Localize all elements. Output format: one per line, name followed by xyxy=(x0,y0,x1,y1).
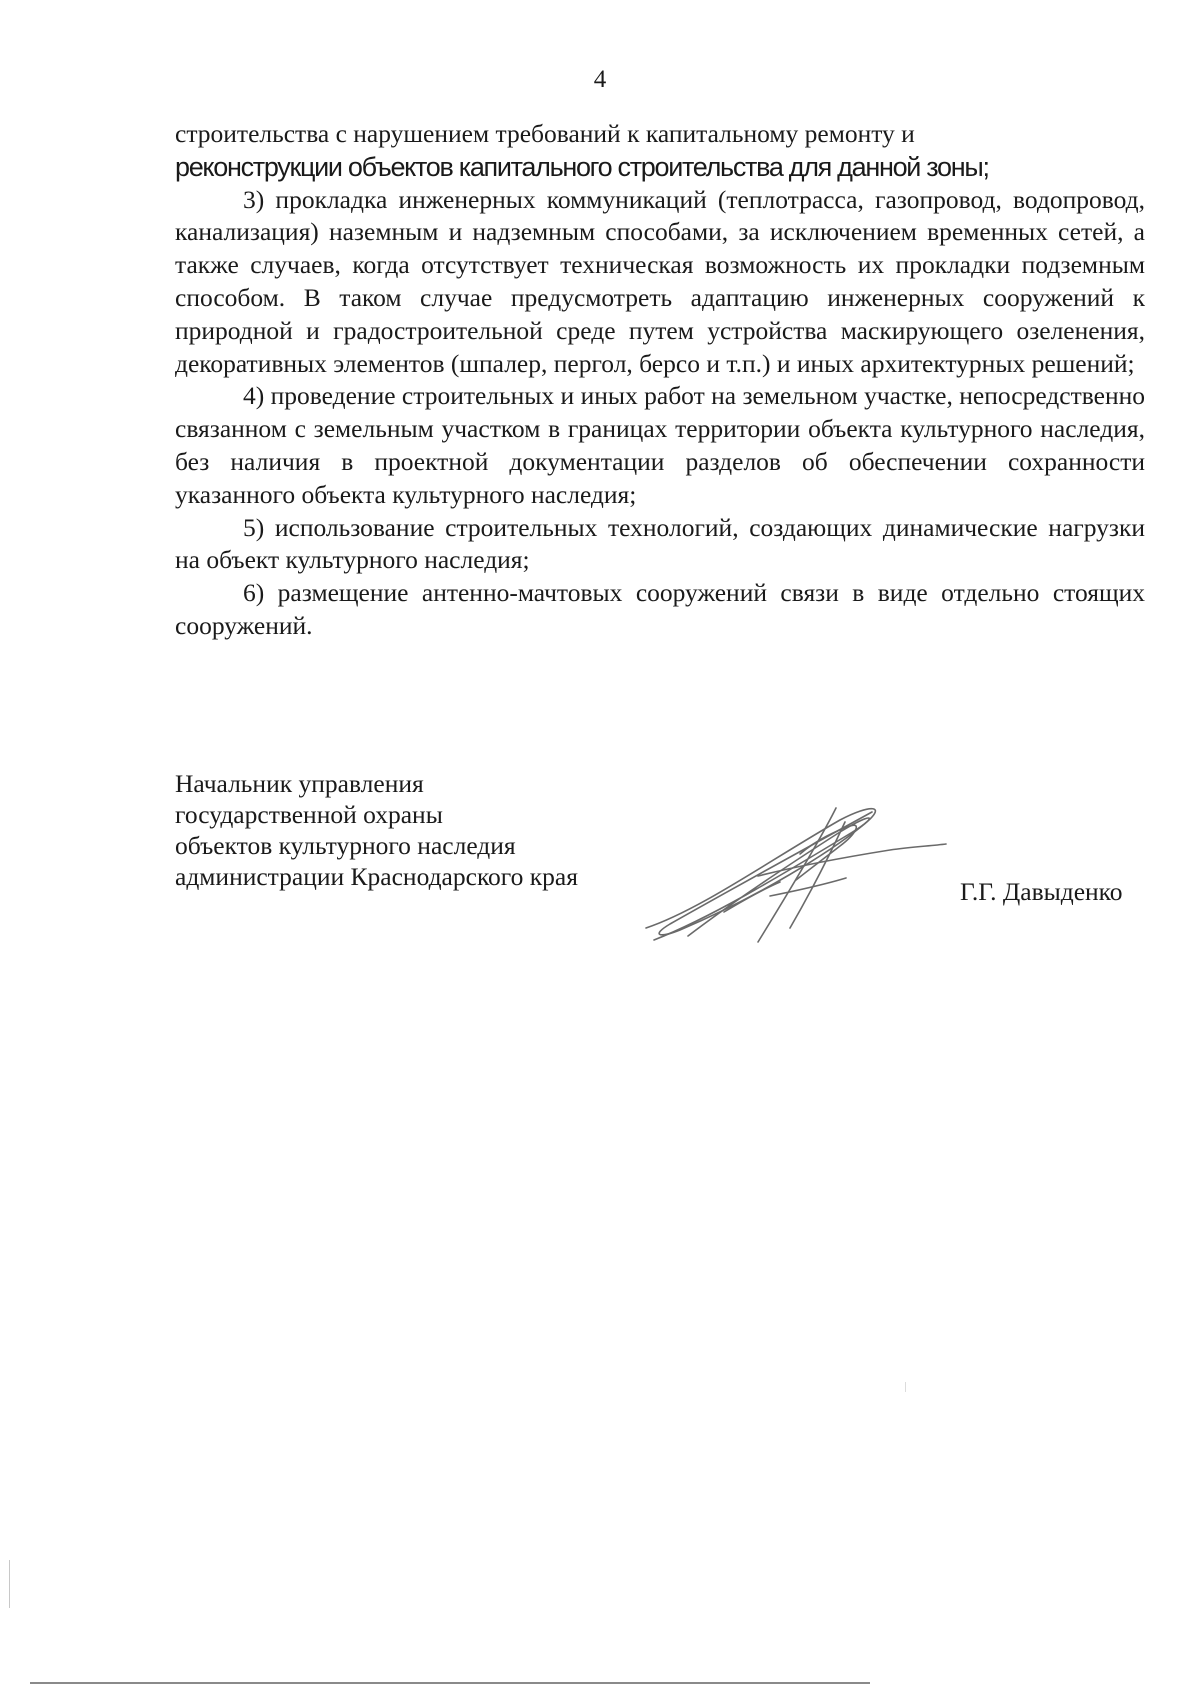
signer-position-line: Начальник управления xyxy=(175,769,424,798)
signer-position-line: государственной охраны xyxy=(175,800,443,829)
list-item-4: 4) проведение строительных и иных работ на земельном участке, непосредственно связанном с земельным участком в границах территории объекта культурного наследия, без наличия в проектной документации разделов об обеспечении сохранности указанного объекта культурного наследия; xyxy=(175,381,1145,509)
page-number: 4 xyxy=(593,66,607,93)
signer-position xyxy=(175,768,578,892)
paragraph-line: строительства с нарушением требований к капитальному ремонту и xyxy=(175,119,915,148)
signer-name: Г.Г. Давыденко xyxy=(960,877,1123,906)
list-item-6: 6) размещение антенно-мачтовых сооружений связи в виде отдельно стоящих сооружений. xyxy=(175,578,1145,640)
paragraph-line-condensed: реконструкции объектов капитального строительства для данной зоны; xyxy=(175,151,989,182)
handwritten-signature xyxy=(640,800,950,950)
signer-position-line: администрации Краснодарского края xyxy=(175,862,578,891)
list-item-3: 3) прокладка инженерных коммуникаций (теплотрасса, газопровод, водопровод, канализация) наземным и надземным способами, за исключением временных сетей, а также случаев, когда отсутствует техническая возможность их прокладки подземным способом. В таком случае предусмотреть адаптацию инженерных сооружений к природной и градостроительной среде путем устройства маскирующего озеленения, декоративных элементов (шпалер, пергол, берсо и т.п.) и иных архитектурных решений; xyxy=(175,184,1145,378)
list-item-5: 5) использование строительных технологий, создающих динамические нагрузки на объект культурного наследия; xyxy=(175,512,1145,575)
document-body xyxy=(175,118,1145,643)
scan-edge-mark xyxy=(9,1560,10,1608)
signer-position-line: объектов культурного наследия xyxy=(175,831,516,860)
scan-bottom-line xyxy=(30,1682,870,1684)
paragraph-continuation xyxy=(175,118,1145,184)
scan-artifact xyxy=(905,1382,906,1392)
